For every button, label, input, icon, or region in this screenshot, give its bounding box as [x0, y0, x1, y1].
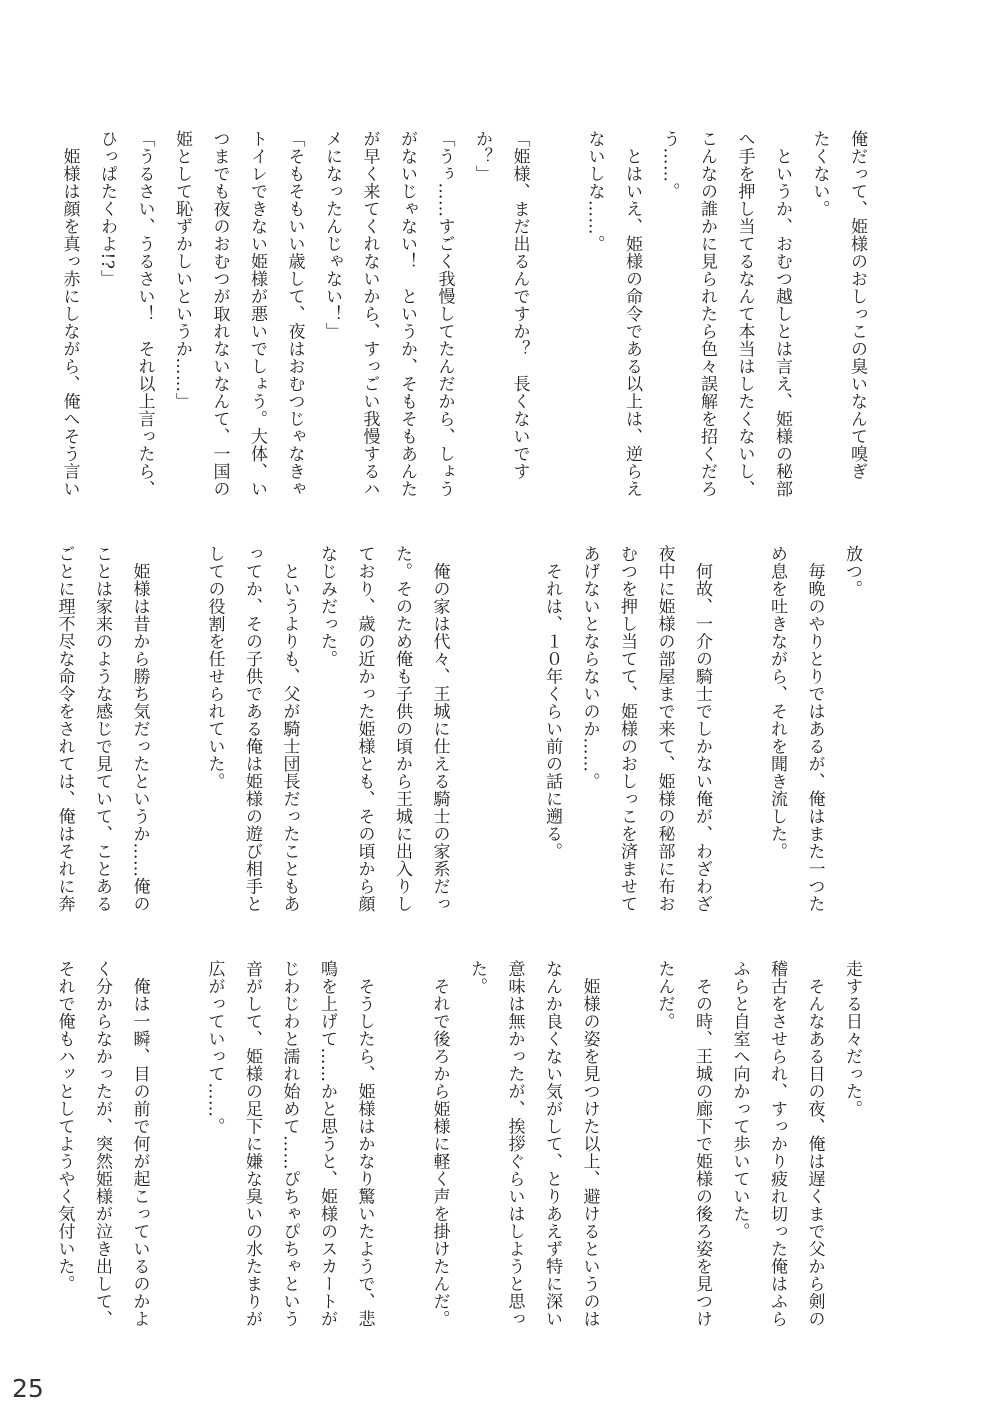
text-column: たんだ。 [654, 960, 675, 1030]
text-column: がないじゃない！ というか、そもそもあんた [397, 130, 417, 498]
text-column: なんか良くない気がして、とりあえず特に深い [542, 960, 562, 1328]
text-column: 俺の家は代々、王城に仕える騎士の家系だっ [429, 545, 450, 913]
text-column: 放つ。 [842, 545, 862, 598]
text-column: め息を吐きながら、それを聞き流した。 [767, 545, 787, 860]
text-column: た。そのため俺も子供の頃から王城に出入りし [392, 545, 412, 913]
text-column: なじみだった。 [317, 545, 337, 668]
text-column: ひっぱたくわよ!?」 [97, 130, 117, 287]
text-column: ないしな……。 [584, 130, 605, 253]
text-column: 広がっていって……。 [204, 960, 225, 1135]
text-column: あげないとならないのか……。 [579, 545, 600, 790]
text-column: 姫様は昔から勝ち気だったというか……俺の [129, 545, 150, 913]
text-column: それは、１０年くらい前の話に遡る。 [542, 545, 562, 860]
text-column [158, 960, 196, 1345]
text-column: それで後ろから姫様に軽く声を掛けたんだ。 [429, 960, 450, 1328]
text-column: たくない。 [809, 130, 830, 218]
text-column: た。 [467, 960, 487, 995]
text-column: 「うぅ……すごく我慢してたんだから、しょう [434, 130, 455, 498]
text-block-lower [54, 960, 870, 1345]
text-column: つまでも夜のおむつが取れないなんて、一国の [209, 130, 230, 498]
text-column: 稽古をさせられ、すっかり疲れ切った俺はふら [767, 960, 787, 1328]
text-column: 意味は無かったが、挨拶ぐらいはしようと思っ [504, 960, 525, 1328]
text-column: そんなある日の夜、俺は遅くまで父から剣の [804, 960, 825, 1328]
text-column: というか、おむつ越しとは言え、姫様の秘部 [772, 130, 792, 498]
text-column: 夜中に姫様の部屋まで来て、姫様の秘部に布お [654, 545, 675, 913]
text-column: 俺だって、姫様のおしっこの臭いなんて嗅ぎ [847, 130, 867, 480]
text-block-middle [54, 545, 870, 930]
text-column: う……。 [659, 130, 680, 200]
text-column: そうしたら、姫様はかなり驚いたようで、悲 [354, 960, 375, 1328]
text-column: ふらと自室へ向かって歩いていた。 [729, 960, 750, 1240]
text-column [495, 545, 533, 930]
text-column: というよりも、父が騎士団長だったこともあ [279, 545, 300, 913]
page-number: 25 [12, 1374, 44, 1403]
text-column: 姫様の姿を見つけた以上、避けるというのは [579, 960, 600, 1328]
text-column: じわじわと濡れ始めて……ぴちゃぴちゃという [279, 960, 300, 1328]
text-column: 鳴を上げて……かと思うと、姫様のスカートが [317, 960, 337, 1328]
text-column: メになったんじゃない！」 [322, 130, 342, 340]
text-column: か？」 [472, 130, 492, 183]
text-column: 「そもそもいい歳して、夜はおむつじゃなきゃ [284, 130, 305, 498]
text-column: 「うるさい、うるさい！ それ以上言ったら、 [134, 130, 155, 498]
text-column: ごとに理不尽な命令をされては、俺はそれに奔 [54, 545, 75, 913]
text-column: が早く来てくれないから、すっごい我慢するハ [359, 130, 380, 498]
text-column: ことは家来のような感じで見ていて、ことある [92, 545, 112, 913]
text-column [158, 545, 196, 930]
text-column [458, 545, 496, 930]
text-column: しての役割を任せられていた。 [204, 545, 225, 790]
text-column: その時、王城の廊下で姫様の後ろ姿を見つけ [692, 960, 712, 1328]
text-column: 毎晩のやりとりではあるが、俺はまた一つた [804, 545, 825, 913]
text-column: 走する日々だった。 [842, 960, 862, 1118]
text-column: ており、歳の近かった姫様とも、その頃から顔 [354, 545, 375, 913]
text-column: ってか、その子供である俺は姫様の遊び相手と [242, 545, 262, 913]
text-column: 何故、一介の騎士でしかない俺が、わざわざ [692, 545, 712, 913]
text-column: 姫として恥ずかしいというか……」 [172, 130, 192, 410]
text-column [383, 960, 421, 1345]
text-column: 俺は一瞬、目の前で何が起こっているのかよ [129, 960, 150, 1328]
text-column [608, 960, 646, 1345]
text-column: むつを押し当てて、姫様のおしっこを済ませて [617, 545, 637, 913]
text-column [538, 130, 576, 515]
text-column: く分からなかったが、突然姫様が泣き出して、 [92, 960, 112, 1328]
text-column: それで俺もハッとしてようやく気付いた。 [54, 960, 75, 1293]
text-column [720, 545, 758, 930]
text-block-upper [59, 130, 875, 515]
text-column: こんなの誰かに見られたら色々誤解を招くだろ [697, 130, 717, 498]
text-column: 音がして、姫様の足下に嫌な臭いの水たまりが [242, 960, 262, 1328]
text-column: へ手を押し当てるなんて本当はしたくないし、 [734, 130, 755, 498]
text-column: 「姫様、まだ出るんですか？ 長くないです [509, 130, 530, 480]
text-column: トイレできない姫様が悪いでしょう。大体、い [247, 130, 267, 498]
text-column: とはいえ、姫様の命令である以上は、逆らえ [622, 130, 642, 498]
text-column: 姫様は顔を真っ赤にしながら、俺へそう言い [59, 130, 80, 498]
